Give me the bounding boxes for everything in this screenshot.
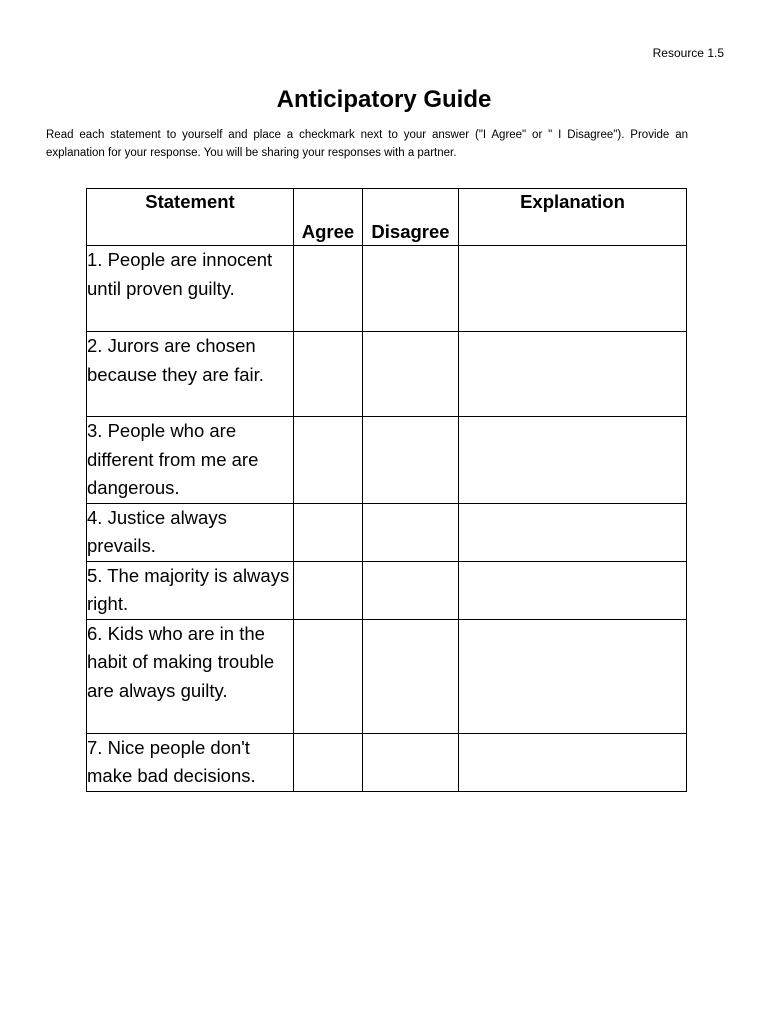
disagree-cell[interactable] — [363, 417, 459, 504]
explanation-cell[interactable] — [459, 619, 687, 733]
disagree-cell[interactable] — [363, 619, 459, 733]
table-row — [87, 417, 687, 504]
disagree-cell[interactable] — [363, 503, 459, 561]
page-title: Anticipatory Guide — [276, 86, 492, 113]
statement-cell: 4. Justice always prevails. — [87, 503, 294, 561]
statement-cell: 7. Nice people don't make bad decisions. — [87, 733, 294, 791]
table-row — [87, 619, 687, 733]
table-row — [87, 733, 687, 791]
explanation-header-label: Explanation — [520, 191, 625, 212]
disagree-cell[interactable] — [363, 246, 459, 332]
disagree-cell[interactable] — [363, 733, 459, 791]
statement-cell: 3. People who are different from me are dangerous. — [87, 417, 294, 504]
agree-header-label: Agree — [301, 221, 355, 242]
table-row — [87, 561, 687, 619]
explanation-cell[interactable] — [459, 332, 687, 417]
explanation-column-header — [459, 189, 687, 246]
agree-cell[interactable] — [294, 246, 363, 332]
disagree-cell[interactable] — [363, 561, 459, 619]
anticipatory-guide-table — [86, 188, 687, 792]
explanation-cell[interactable] — [459, 417, 687, 504]
disagree-cell[interactable] — [363, 332, 459, 417]
statement-cell: 5. The majority is always right. — [87, 561, 294, 619]
statement-header-label: Statement — [145, 191, 235, 212]
agree-cell[interactable] — [294, 619, 363, 733]
agree-cell[interactable] — [294, 332, 363, 417]
explanation-cell[interactable] — [459, 246, 687, 332]
statement-cell: 1. People are innocent until proven guilty. — [87, 246, 294, 332]
agree-cell[interactable] — [294, 561, 363, 619]
explanation-cell[interactable] — [459, 733, 687, 791]
resource-label: Resource 1.5 — [652, 46, 724, 60]
agree-cell[interactable] — [294, 417, 363, 504]
table-header-row — [87, 189, 687, 246]
table-row — [87, 332, 687, 417]
disagree-header-label: Disagree — [371, 221, 450, 242]
instructions-text: Read each statement to yourself and place a checkmark next to your answer ("I Agree" or " I Disagree"). Provide an explanation for your response. You will be sharing your responses with a partner. — [46, 129, 688, 159]
table-row — [87, 246, 687, 332]
statement-cell: 2. Jurors are chosen because they are fair. — [87, 332, 294, 417]
explanation-cell[interactable] — [459, 561, 687, 619]
statement-column-header — [87, 189, 294, 246]
agree-cell[interactable] — [294, 503, 363, 561]
table-row — [87, 503, 687, 561]
agree-cell[interactable] — [294, 733, 363, 791]
agree-column-header — [294, 189, 363, 246]
statement-cell: 6. Kids who are in the habit of making trouble are always guilty. — [87, 619, 294, 733]
disagree-column-header — [363, 189, 459, 246]
explanation-cell[interactable] — [459, 503, 687, 561]
